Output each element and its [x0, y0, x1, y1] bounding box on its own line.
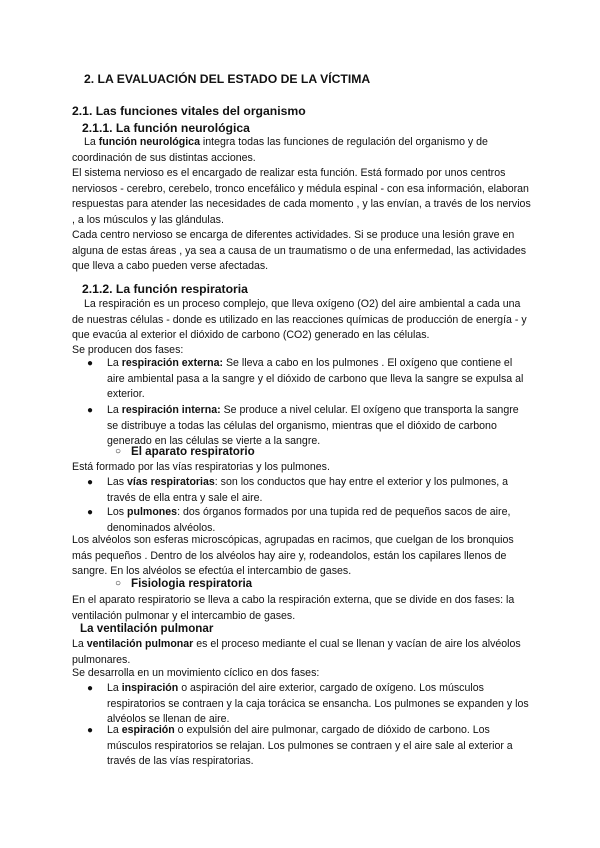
- alveolos-paragraph: Los alvéolos son esferas microscópicas, agrupadas en racimos, que cuelgan de los bronquios más pequeños . Dentro de los alvéolos hay aire y, rodeandolos, están los capilares llenos de sangre. En los alvéolos se efectúa el intercambio de gases.: [72, 534, 514, 578]
- subsection-heading-2-1-2: 2.1.2. La función respiratoria: [82, 282, 248, 296]
- neuro-paragraph-1: La función neurológica integra todas las funciones de regulación del organismo y de coordinación de sus distintas acciones.: [72, 136, 488, 164]
- section-title: 2. LA EVALUACIÓN DEL ESTADO DE LA VÍCTIMA: [84, 72, 371, 86]
- heading-fisiologia-respiratoria: Fisiologia respiratoria: [131, 577, 253, 590]
- list-item-pulmones: Los pulmones: dos órganos formados por una tupida red de pequeños sacos de aire, denominados alvéolos.: [107, 506, 511, 534]
- ventilacion-paragraph-2: Se desarrolla en un movimiento cíclico en dos fases:: [72, 667, 320, 679]
- neuro-paragraph-3: Cada centro nervioso se encarga de diferentes actividades. Si se produce una lesión grave en alguna de estas áreas , ya sea a causa de un traumatismo o de una enfermedad, las actividades que lleva a cabo pueden verse afectadas.: [72, 229, 527, 273]
- aparato-paragraph: Está formado por las vías respiratorias y los pulmones.: [72, 461, 330, 473]
- list-item-respiracion-interna: La respiración interna: Se produce a nivel celular. El oxígeno que transporta la sangre se distribuye a todas las células del organismo, mientras que el dióxido de carbono generado en las células se vierte a la sangre.: [107, 404, 519, 448]
- bullet-icon: ●: [87, 358, 94, 369]
- heading-ventilacion-pulmonar: La ventilación pulmonar: [80, 622, 214, 635]
- circle-bullet-icon: ○: [115, 578, 122, 589]
- bullet-icon: ●: [87, 683, 94, 694]
- resp-paragraph-1: La respiración es un proceso complejo, que lleva oxígeno (O2) del aire ambiental a cada una de nuestras células - donde es utilizado en las reacciones químicas de producción de energía - y que evacúa al exterior el dióxido de carbono (CO2) generado en las células.: [72, 298, 527, 342]
- neuro-paragraph-2: El sistema nervioso es el encargado de realizar esta función. Está formado por unos centros nerviosos - cerebro, cerebelo, tronco encefálico y médula espinal - con esa información, elaboran respuestas para atender las necesidades de cada momento , y las envían, a través de los nervios , a los músculos y las glándulas.: [72, 167, 531, 226]
- list-item-espiracion: La espiración o expulsión del aire pulmonar, cargado de dióxido de carbono. Los músculos respiratorios se relajan. Los pulmones se contraen y el aire sale al exterior a través de las vías respiratorias.: [107, 724, 513, 768]
- subsection-heading-2-1-1: 2.1.1. La función neurológica: [82, 121, 250, 135]
- list-item-vias-respiratorias: Las vías respiratorias: son los conductos que hay entre el exterior y los pulmones, a través de ella entra y sale el aire.: [107, 476, 509, 504]
- list-item-respiracion-externa: La respiración externa: Se lleva a cabo en los pulmones . El oxígeno que contiene el aire ambiental pasa a la sangre y el dióxido de carbono que lleva la sangre se expulsa al exterior.: [107, 357, 524, 401]
- ventilacion-paragraph-1: La ventilación pulmonar es el proceso mediante el cual se llenan y vacían de aire los alvéolos pulmonares.: [72, 638, 521, 666]
- list-item-inspiracion: La inspiración o aspiración del aire exterior, cargado de oxígeno. Los músculos respiratorios se contraen y la caja torácica se ensancha. Los pulmones se expanden y los alvéolos se llenan de aire.: [107, 682, 529, 726]
- subsection-heading-2-1: 2.1. Las funciones vitales del organismo: [72, 104, 306, 118]
- bullet-icon: ●: [87, 725, 94, 736]
- heading-aparato-respiratorio: El aparato respiratorio: [131, 445, 255, 458]
- bullet-icon: ●: [87, 477, 94, 488]
- fisiologia-paragraph: En el aparato respiratorio se lleva a cabo la respiración externa, que se divide en dos fases: la ventilación pulmonar y el intercambio de gases.: [72, 594, 515, 622]
- circle-bullet-icon: ○: [115, 446, 122, 457]
- bullet-icon: ●: [87, 405, 94, 416]
- resp-paragraph-2: Se producen dos fases:: [72, 344, 184, 356]
- bullet-icon: ●: [87, 507, 94, 518]
